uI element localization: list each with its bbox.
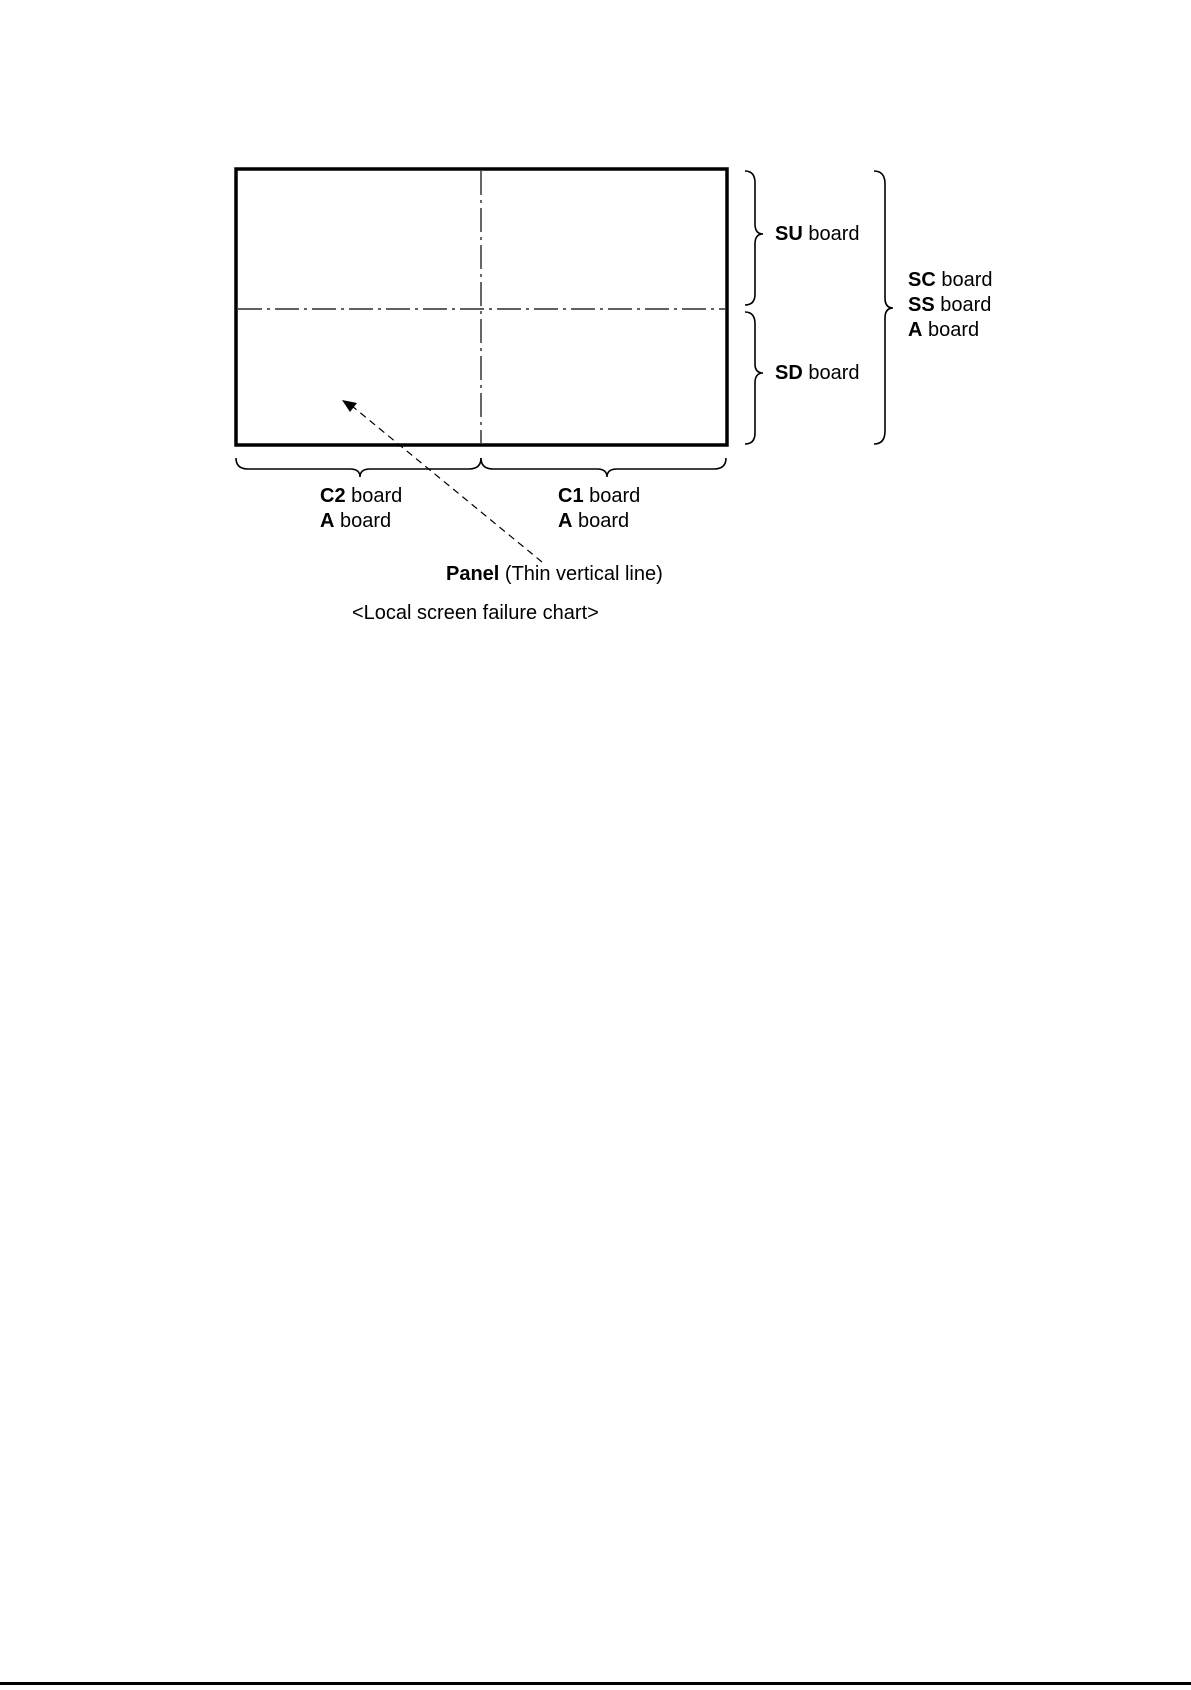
diagram-caption: <Local screen failure chart> — [352, 602, 599, 624]
su-board-label: SU board — [775, 223, 860, 245]
a-board-label-right: A board — [908, 319, 980, 341]
sc-ss-a-board-brace — [874, 171, 893, 444]
panel-pointer-arrowhead — [342, 400, 357, 412]
a-board-label-center: A board — [558, 510, 630, 532]
c1-a-board-brace — [481, 458, 726, 477]
c1-board-label: C1 board — [558, 485, 641, 507]
c2-a-board-brace — [236, 458, 481, 477]
a-board-label-left: A board — [320, 510, 392, 532]
sc-board-label: SC board — [908, 269, 993, 291]
su-board-brace — [745, 171, 763, 305]
panel-label: Panel (Thin vertical line) — [446, 563, 663, 585]
ss-board-label: SS board — [908, 294, 992, 316]
sd-board-brace — [745, 312, 763, 444]
c2-board-label: C2 board — [320, 485, 403, 507]
sd-board-label: SD board — [775, 362, 860, 384]
